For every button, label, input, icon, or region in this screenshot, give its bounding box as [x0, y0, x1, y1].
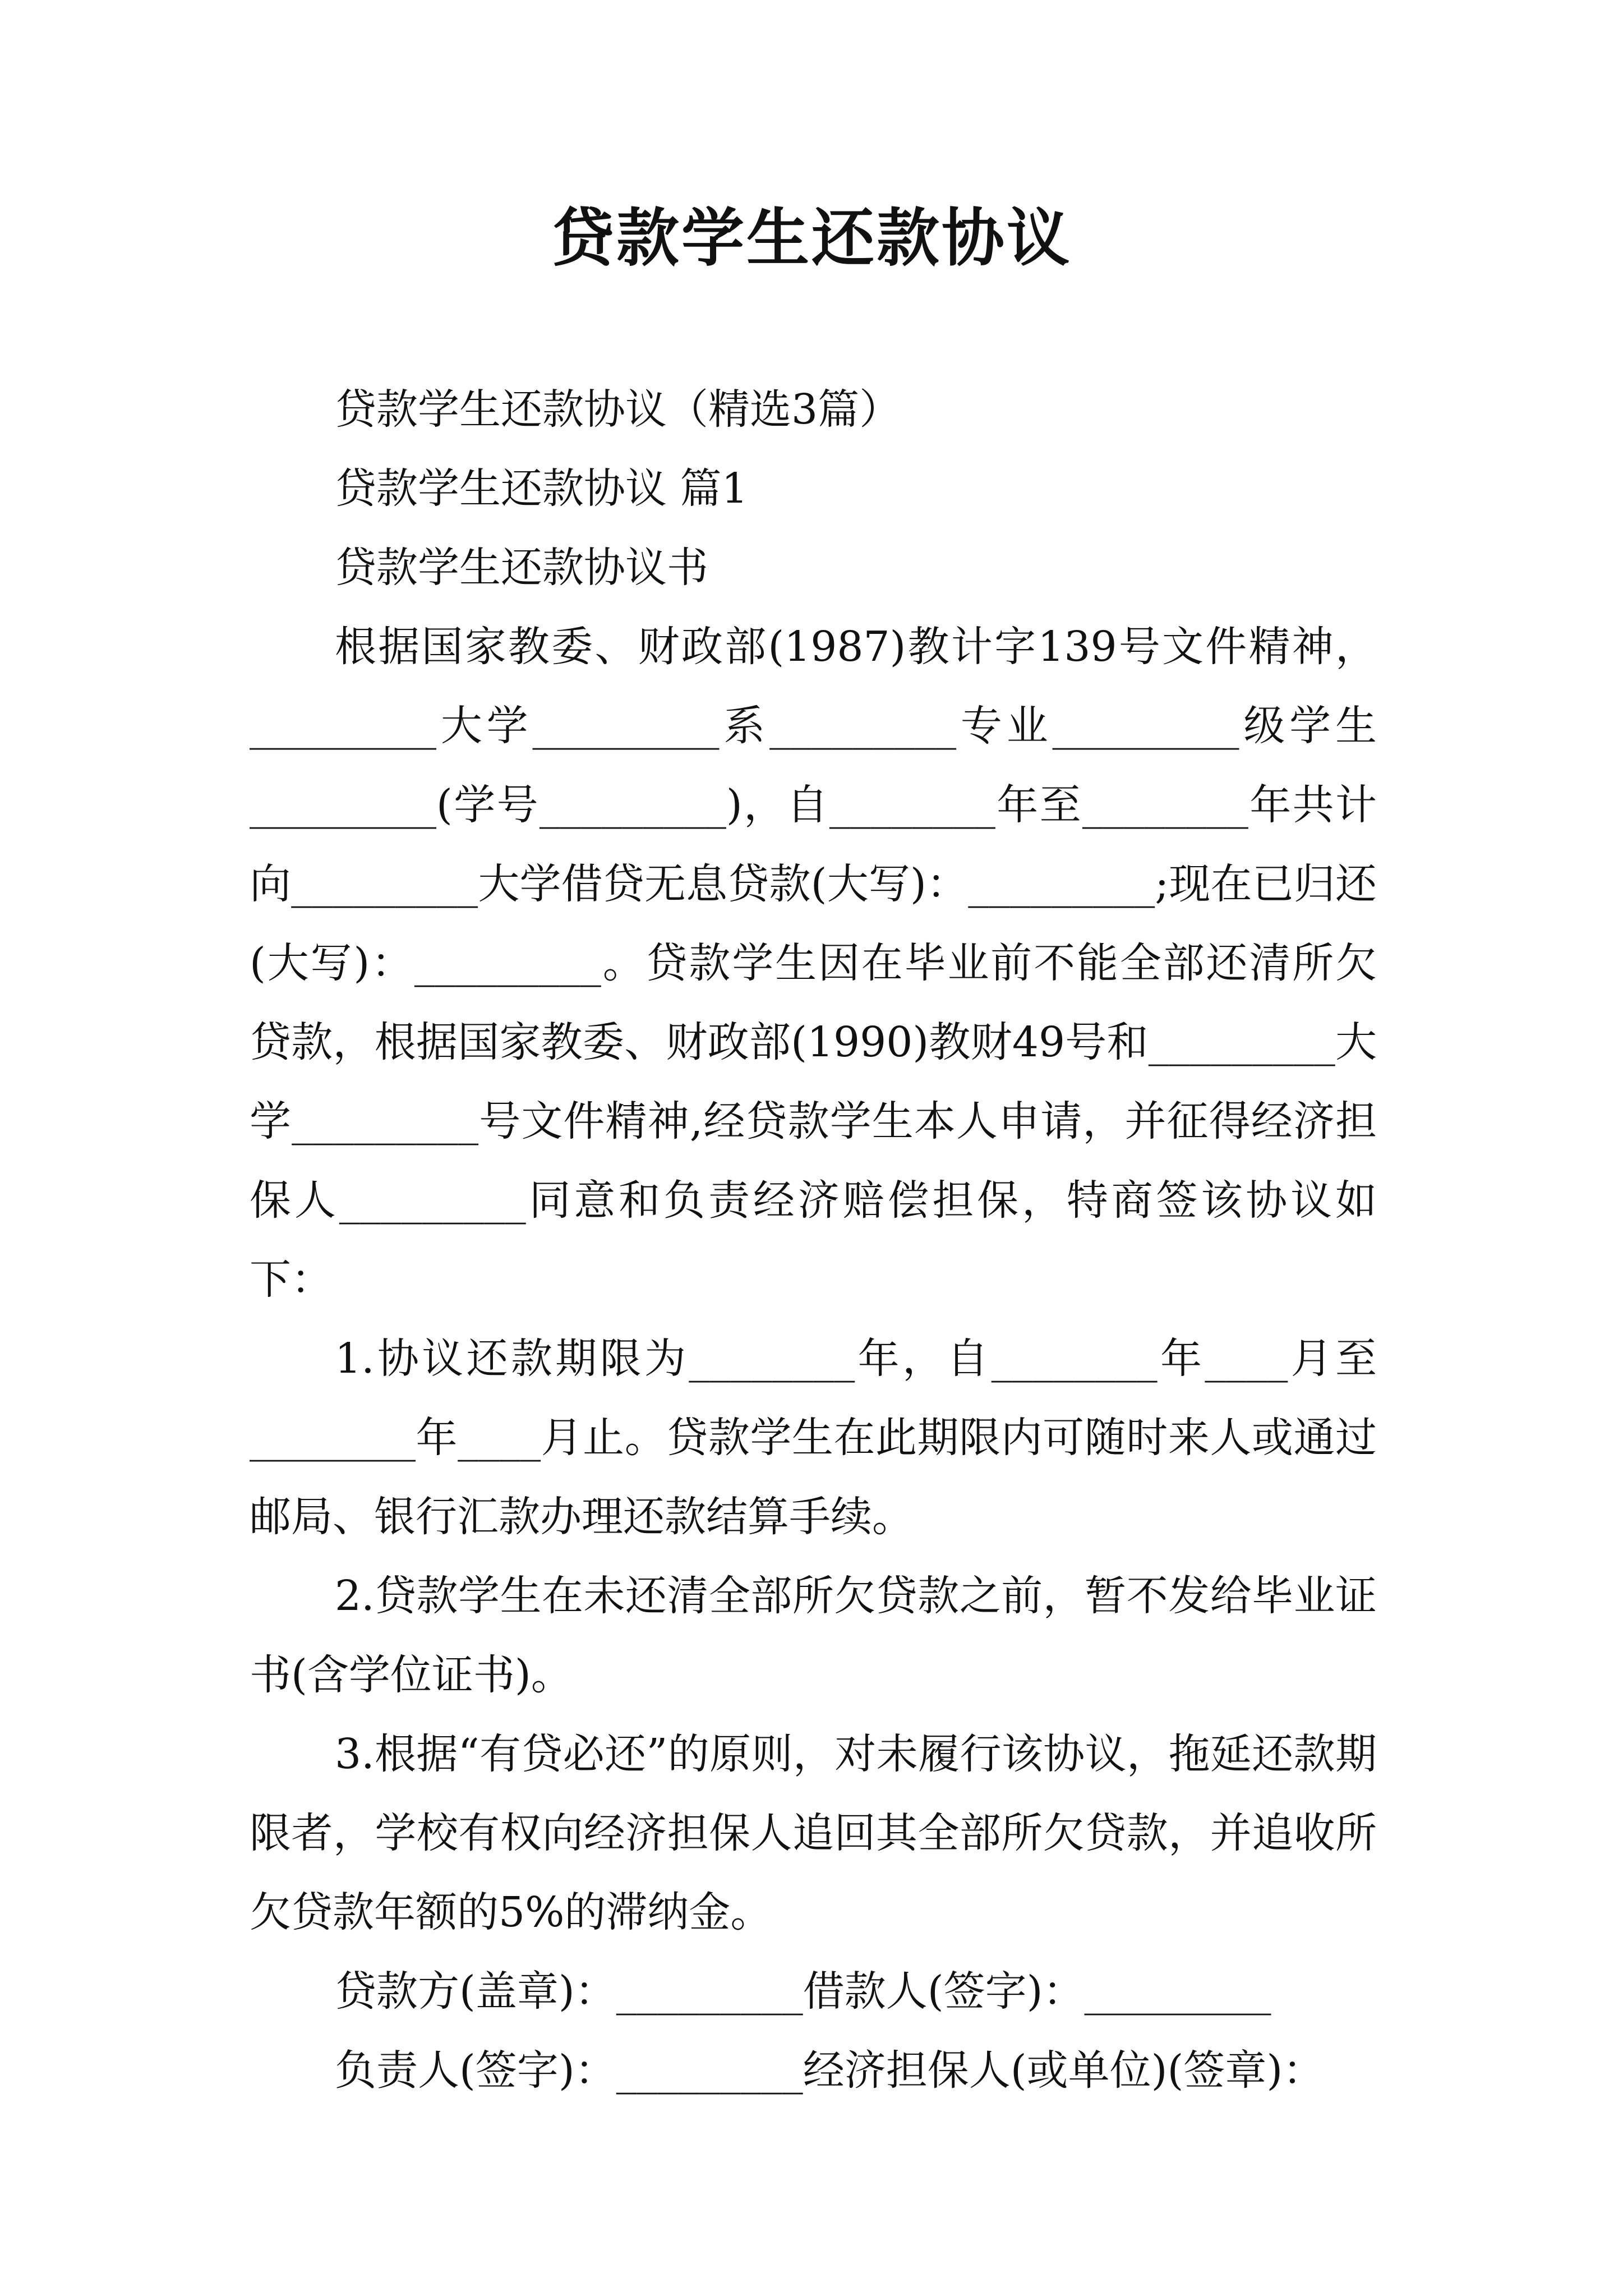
paragraph-clause-1: 1.协议还款期限为________年，自________年____月至________年____月止。贷款学生在此期限内可随时来人或通过邮局、银行汇款办理还款结算手续。 [250, 1335, 1377, 1541]
paragraph-preamble: 根据国家教委、财政部(1987)教计字139号文件精神，_________大学_________系_________专业_________级学生_________(学号_________)，自________年至________年共计向_________大学借贷无息贷款(大写)：_________;现在已归还(大写)：_________。贷款学生因在毕业前不能全部还清所欠贷款，根据国家教委、财政部(1990)教财49号和_________大学_________号文件精神,经贷款学生本人申请，并征得经济担保人_________同意和负责经济赔偿担保，特商签该协议如下： [250, 623, 1377, 1304]
paragraph-clause-3: 3.根据“有贷必还”的原则，对未履行该协议，拖延还款期限者，学校有权向经济担保人追回其全部所欠贷款，并追收所欠贷款年额的5%的滞纳金。 [250, 1730, 1377, 1936]
paragraph-agreement-name: 贷款学生还款协议书 [335, 544, 708, 592]
paragraph-clause-2: 2.贷款学生在未还清全部所欠贷款之前，暂不发给毕业证书(含学位证书)。 [250, 1572, 1377, 1699]
signature-line-lender: 贷款方(盖章)：_________借款人(签字)：_________ [335, 1967, 1271, 2016]
document-title: 贷款学生还款协议 [551, 201, 1072, 275]
paragraph-subtitle: 贷款学生还款协议（精选3篇） [335, 385, 901, 434]
document-body [250, 370, 1377, 2110]
paragraph-section-heading: 贷款学生还款协议 篇1 [335, 464, 748, 513]
signature-line-guarantor: 负责人(签字)：_________经济担保人(或单位)(签章)： [335, 2046, 1325, 2095]
